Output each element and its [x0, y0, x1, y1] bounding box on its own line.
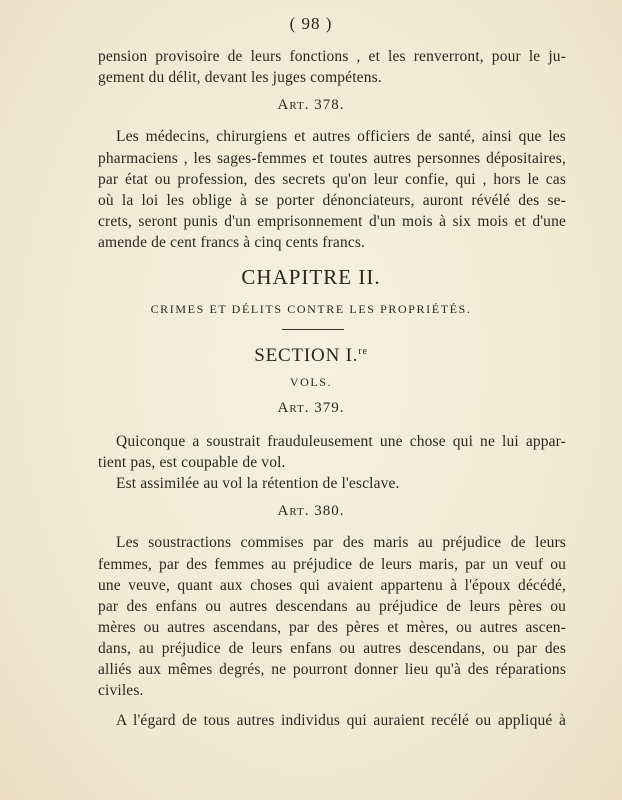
article-heading-378: Art. 378. [277, 97, 345, 113]
text-line: Les médecins, chirurgiens et autres officiers de santé, ainsi que les [116, 128, 566, 145]
section-subtitle: VOLS. [289, 375, 333, 389]
text-line: civiles. [98, 682, 144, 699]
text-line: Les soustractions commises par des maris au préjudice de leurs [116, 534, 566, 551]
text-line: où la loi les oblige à se porter dénonciateurs, auront révélé des se- [98, 192, 566, 209]
text-line: pension provisoire de leurs fonctions , et les renverront, pour le ju- [98, 48, 566, 65]
chapter-subtitle: CRIMES ET DÉLITS CONTRE LES PROPRIÉTÉS. [150, 302, 472, 316]
chapter-title: CHAPITRE II. [241, 265, 381, 289]
text-line: par des enfans ou autres descendans au préjudice de leurs pères ou [98, 598, 566, 615]
text-line: une veuve, quant aux choses qui avaient appartenu à l'époux décédé, [98, 577, 566, 594]
article-heading-379: Art. 379. [277, 400, 345, 416]
text-line: par état ou profession, des secrets qu'on leur confie, qui , hors le cas [98, 171, 566, 188]
text-line: gement du délit, devant les juges compétens. [98, 69, 382, 86]
text-line: Est assimilée au vol la rétention de l'esclave. [116, 475, 400, 492]
text-line: femmes, par des femmes au préjudice de leurs maris, par un veuf ou [98, 556, 566, 573]
section-title: SECTION I.$^{re}$ [254, 345, 368, 366]
text-line: dans, au préjudice de leurs enfans ou autres descendans, ou par des [98, 640, 566, 657]
article-heading-380: Art. 380. [277, 503, 345, 519]
text-line: amende de cent francs à cinq cents francs. [98, 234, 366, 251]
text-line: Quiconque a soustrait frauduleusement une chose qui ne lui appar- [116, 433, 566, 450]
text-line: alliés aux mêmes degrés, ne pourront donner lieu qu'à des réparations [98, 661, 566, 678]
text-line: tient pas, est coupable de vol. [98, 454, 286, 471]
text-line: pharmaciens , les sages-femmes et toutes autres personnes dépositaires, [98, 150, 566, 167]
text-line: crets, seront punis d'un emprisonnement d'un mois à six mois et d'une [98, 213, 566, 230]
page-number: ( 98 ) [289, 14, 333, 33]
divider-rule [282, 329, 344, 330]
text-line: mères ou autres ascendans, par des pères et mères, ou autres ascen- [98, 619, 566, 636]
text-line: A l'égard de tous autres individus qui auraient recélé ou appliqué à [116, 712, 566, 729]
